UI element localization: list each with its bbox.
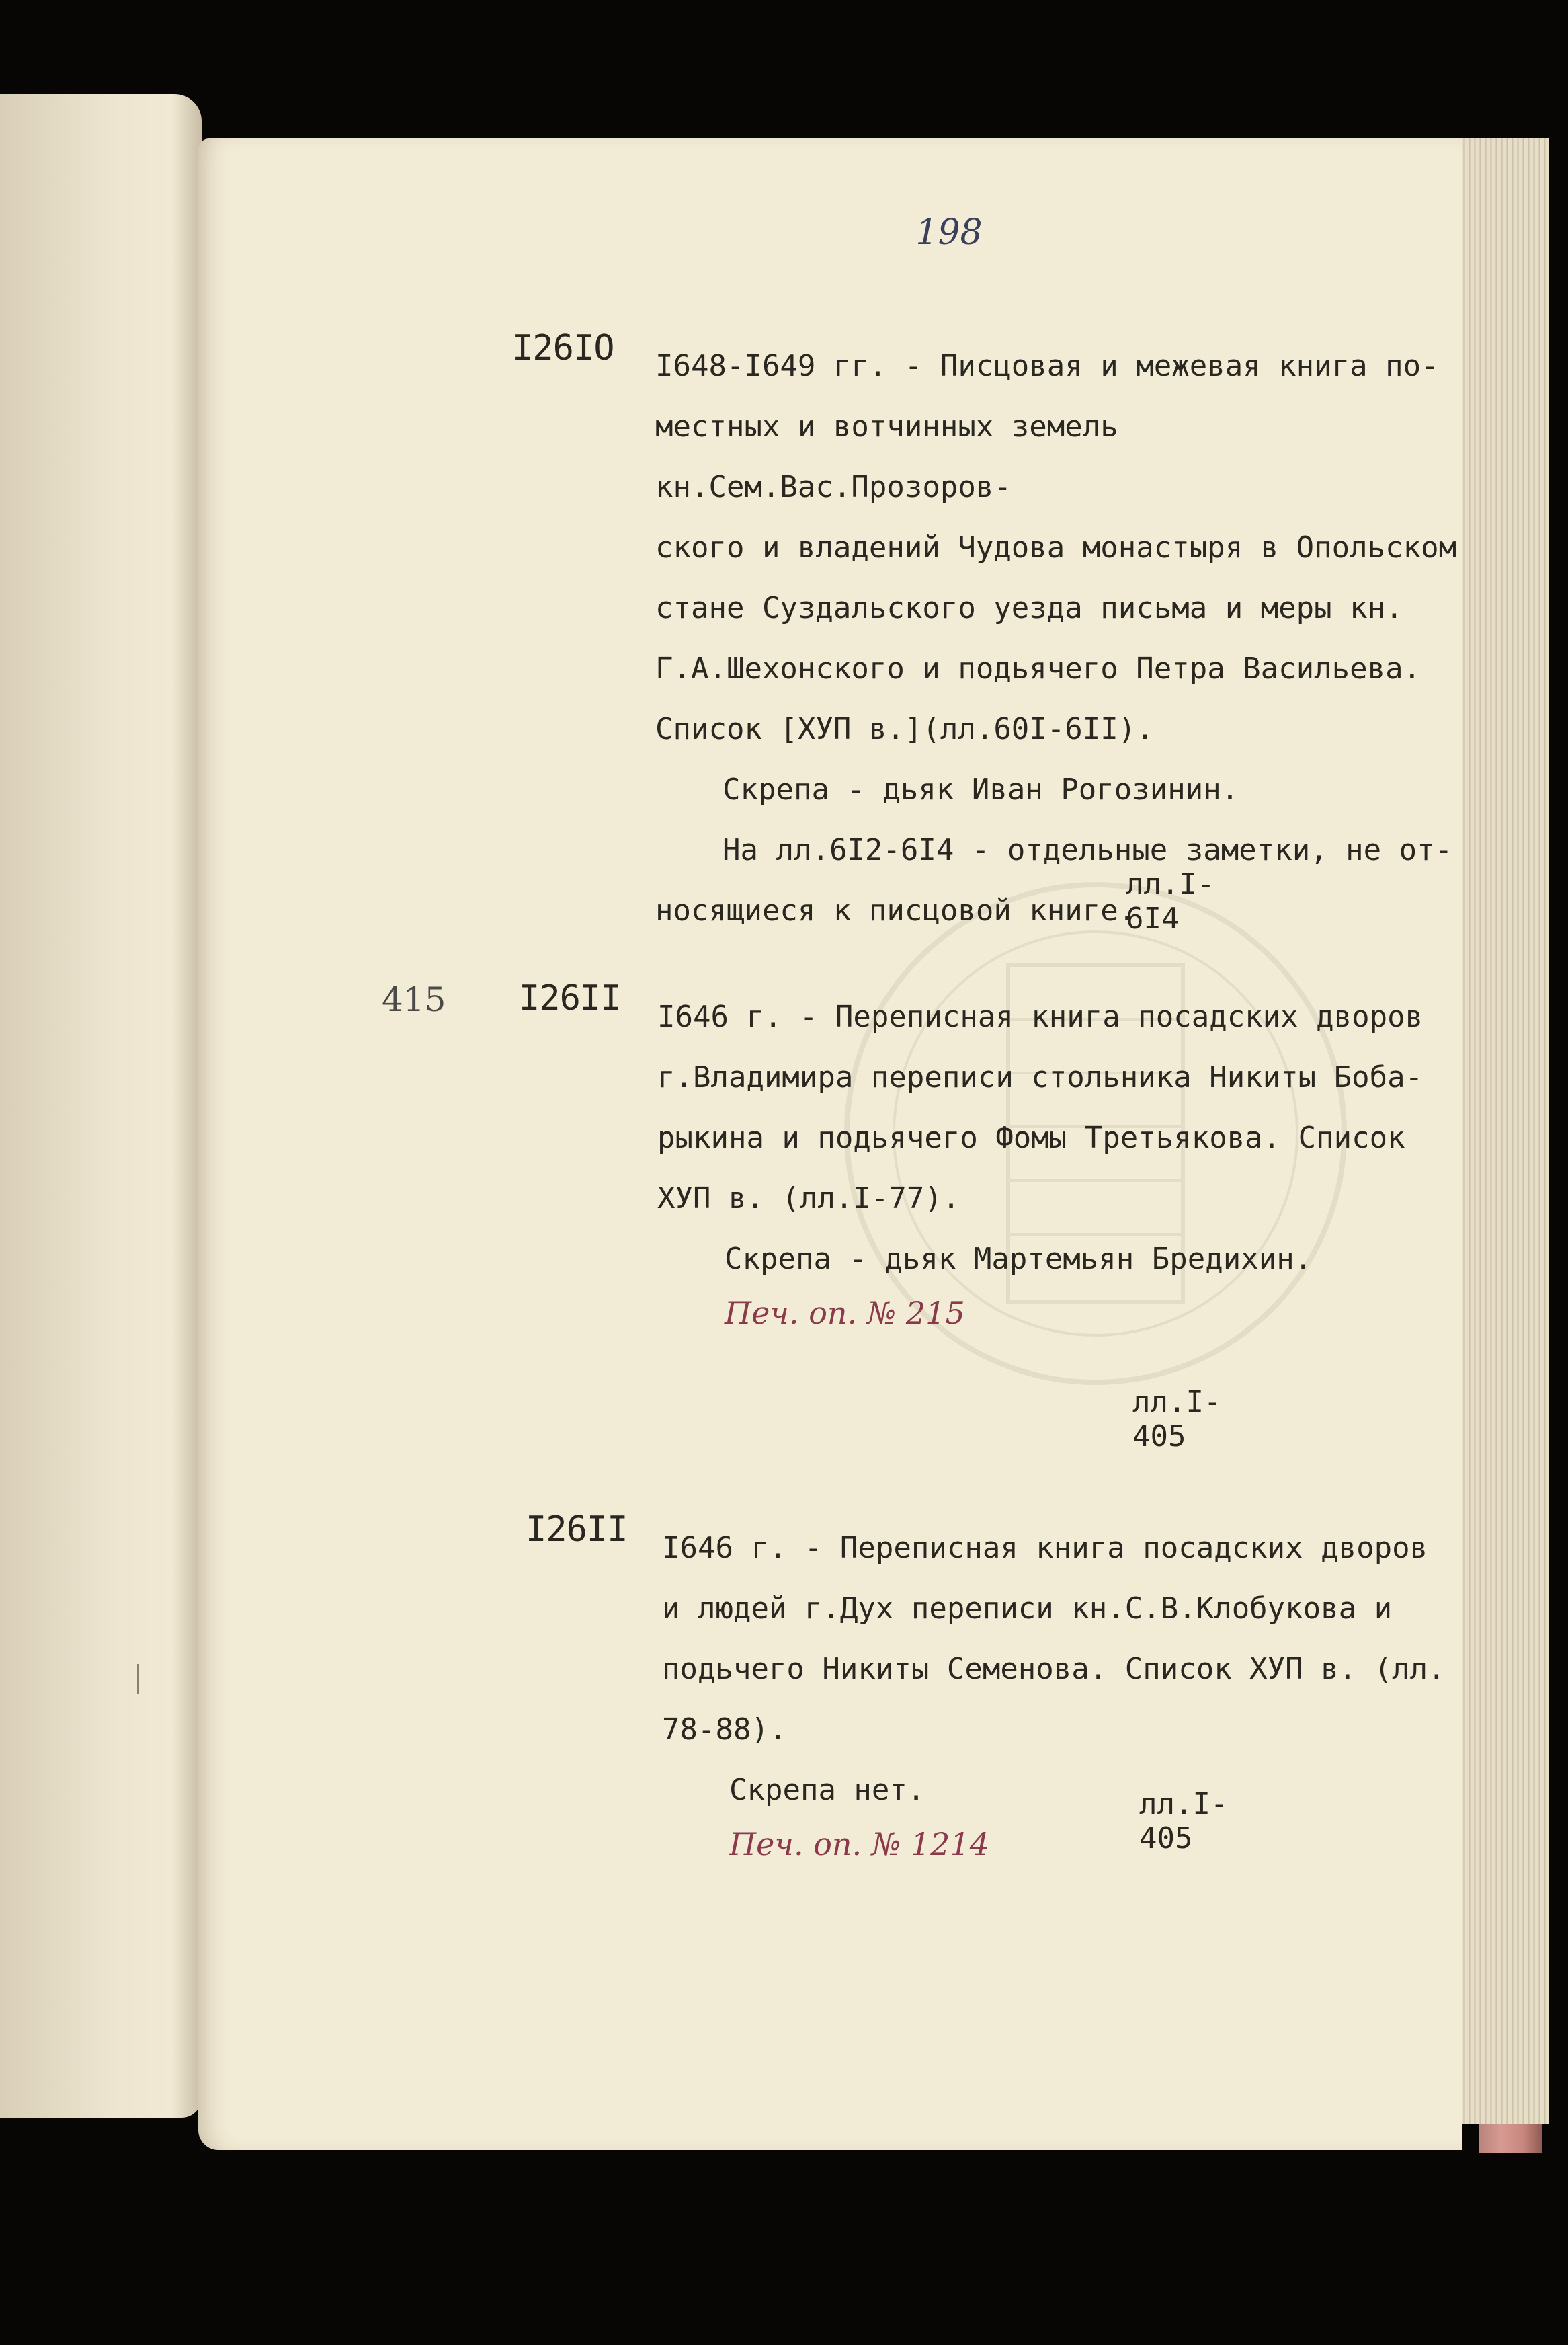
entry-line: ХУП в. (лл.I-77). (657, 1181, 960, 1216)
left-page-mark (137, 1664, 139, 1694)
handwritten-publication-note: Печ. оп. № 215 (725, 1295, 965, 1331)
left-page (0, 94, 202, 2118)
entry-line: I648-I649 гг. - Писцовая и межевая книга по- (655, 349, 1439, 383)
margin-handwritten-note: 415 (382, 980, 446, 1019)
folio-range: лл.I-405 (1139, 1787, 1229, 1856)
entry-description (657, 987, 1477, 1337)
entry-line: стане Суздальского уезда письма и меры кн. (655, 591, 1403, 625)
entry-number: I26II (519, 978, 621, 1019)
entry-line: местных и вотчинных земель кн.Сем.Вас.Прозоров- (655, 409, 1118, 504)
entry-line: ского и владений Чудова монастыря в Опольском (655, 530, 1457, 565)
entry-line: и людей г.Дух переписи кн.С.В.Клобукова и (662, 1591, 1393, 1626)
folio-range: лл.I-405 (1132, 1385, 1222, 1454)
seal-note: Скрепа нет. (729, 1773, 925, 1807)
entry-line: I646 г. - Переписная книга посадских дворов (662, 1531, 1428, 1565)
page-number: 198 (915, 212, 983, 253)
entry-description (655, 336, 1475, 941)
entry-line: г.Владимира переписи стольника Никиты Боба- (657, 1060, 1423, 1095)
handwritten-publication-note: Печ. оп. № 1214 (729, 1826, 989, 1862)
entry-description (662, 1518, 1482, 1868)
folio-range: лл.I-6I4 (1126, 867, 1215, 936)
remark-continuation: носящиеся к писцовой книге. (655, 893, 1137, 928)
seal-note: Скрепа - дьяк Иван Рогозинин. (723, 772, 1239, 807)
seal-note: Скрепа - дьяк Мартемьян Бредихин. (725, 1242, 1313, 1276)
entry-line: Г.А.Шехонского и подьячего Петра Васильева. (655, 651, 1421, 686)
entry-number: I26II (526, 1509, 628, 1550)
entry-number: I26IO (512, 328, 614, 368)
remark-line: На лл.6I2-6I4 - отдельные заметки, не от- (723, 833, 1453, 867)
entry-line: Список [ХУП в.](лл.60I-6II). (655, 712, 1154, 746)
entry-line: рыкина и подьячего Фомы Третьякова. Список (657, 1121, 1405, 1155)
entry-line: I646 г. - Переписная книга посадских дворов (657, 1000, 1423, 1034)
entry-line: 78-88). (662, 1712, 787, 1747)
entry-line: подьчего Никиты Семенова. Список ХУП в. (лл. (662, 1652, 1446, 1686)
